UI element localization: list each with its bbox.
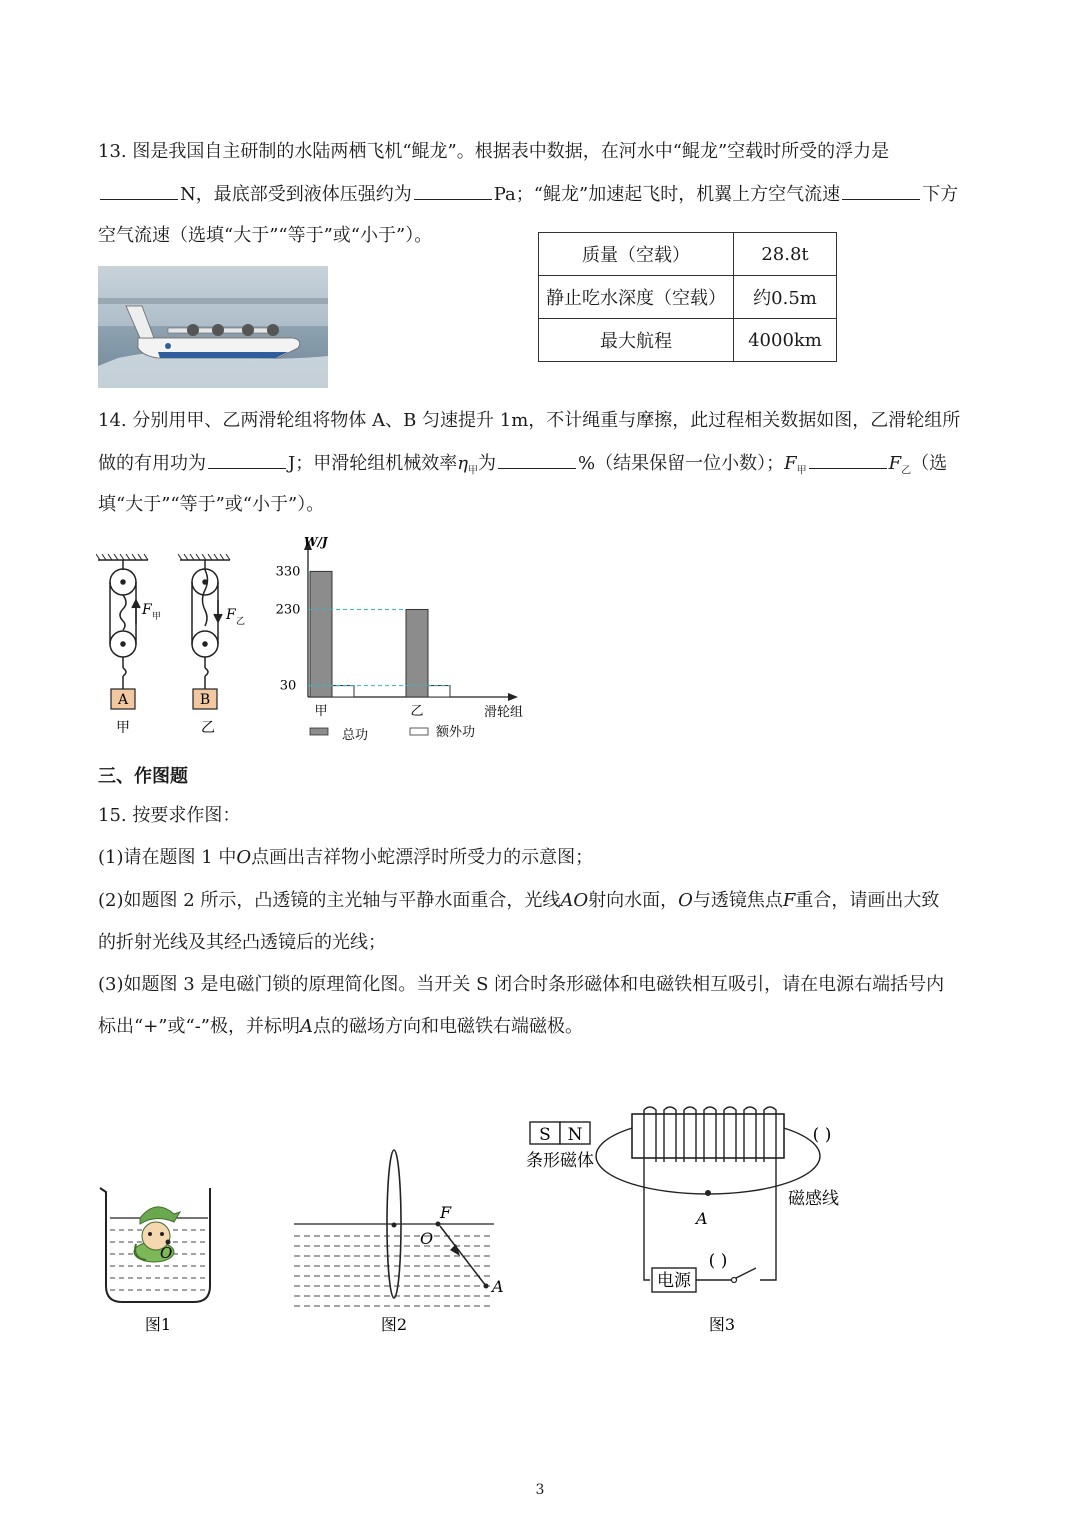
snake-mascot (134, 1207, 180, 1262)
figure-1-beaker (96, 1178, 226, 1338)
table-row (539, 319, 837, 362)
force-sub-yi: 乙 (236, 617, 246, 627)
power-bracket[interactable]: ( ) (708, 1251, 728, 1271)
q15-line6: 标出“+”或“-”极，并标明A点的磁场方向和电磁铁右端磁极。 (98, 1016, 583, 1037)
y-tick-label: 330 (275, 564, 301, 580)
figure-3-circuit (518, 1100, 878, 1340)
q13-line3: 空气流速（选填“大于”“等于”或“小于”）。 (98, 225, 433, 246)
point-f-label: F (440, 1203, 452, 1222)
q15-line2: (1)请在题图 1 中O点画出吉祥物小蛇漂浮时所受力的示意图； (98, 847, 594, 868)
table-cell: 28.8t (734, 233, 837, 276)
x-tick-label: 乙 (410, 704, 424, 719)
pulley-system-jia (96, 554, 148, 690)
figure-2-lens (290, 1148, 510, 1338)
force-label-yi: F (226, 607, 236, 623)
x-axis-arrow (508, 693, 518, 701)
table-row (539, 233, 837, 276)
page-number: 3 (535, 1482, 545, 1498)
figure-1-caption: 图1 (144, 1315, 172, 1334)
wire-left (644, 1162, 650, 1280)
wire-right (760, 1162, 776, 1280)
point-a (705, 1190, 711, 1196)
q14-line3: 填“大于”“等于”或“小于”）。 (98, 494, 325, 515)
x-tick-label: 甲 (314, 704, 328, 719)
q15-line4: 的折射光线及其经凸透镜后的光线； (98, 932, 386, 953)
point-a-label: A (696, 1209, 708, 1228)
magnet-n-label: N (567, 1125, 583, 1145)
power-label: 电源 (657, 1271, 691, 1291)
x-axis-label: 滑轮组 (484, 705, 524, 720)
magnet-s-label: S (539, 1125, 551, 1145)
legend-label-extra: 额外功 (436, 725, 476, 740)
q14-line2: 做的有用功为 J；甲滑轮组机械效率$\eta_甲$为 %（结果保留一位小数）；$F_甲$ $F_乙$（选 (98, 450, 947, 485)
y-tick-label: 230 (275, 602, 301, 618)
table-cell: 约0.5m (734, 276, 837, 319)
legend-swatch-extra (410, 728, 428, 735)
q13-line2: N，最底部受到液体压强约为 Pa；“鲲龙”加速起飞时，机翼上方空气流速 下方 (98, 181, 958, 208)
answer-blank[interactable] (208, 450, 286, 469)
point-a (484, 1284, 489, 1289)
q13-data-table (538, 232, 837, 362)
table-cell: 最大航程 (539, 319, 734, 362)
q15-line1: 15. 按要求作图： (98, 805, 241, 826)
table-row (539, 276, 837, 319)
caption-jia: 甲 (116, 720, 130, 736)
focal-point (436, 1222, 441, 1227)
field-line-label: 磁感线 (788, 1189, 839, 1209)
answer-blank[interactable] (498, 450, 576, 469)
q13-line1: 13. 图是我国自主研制的水陆两栖飞机“鲲龙”。根据表中数据，在河水中“鲲龙”空载时所受的浮力是 (98, 141, 890, 162)
seaplane-photo (98, 266, 328, 388)
table-cell: 静止吃水深度（空载） (539, 276, 734, 319)
figure-2-caption: 图2 (380, 1315, 408, 1334)
q15-line3: (2)如题图 2 所示，凸透镜的主光轴与平静水面重合，光线AO射向水面，O与透镜焦点F重合，请画出大致 (98, 890, 940, 911)
pulley-system-yi (178, 554, 230, 690)
pole-bracket[interactable]: ( ) (812, 1125, 832, 1145)
caption-yi: 乙 (201, 720, 215, 736)
bar-total-work (310, 571, 332, 697)
magnet-label: 条形磁体 (526, 1151, 594, 1171)
force-label-jia: F (142, 602, 152, 618)
point-a-label: A (492, 1277, 504, 1296)
answer-blank[interactable] (100, 181, 178, 200)
block-b-label: B (199, 692, 211, 708)
force-sub-jia: 甲 (152, 612, 162, 622)
answer-blank[interactable] (842, 181, 920, 200)
bar-extra-work (428, 686, 450, 697)
y-axis-label: W/J (304, 535, 328, 549)
point-o-label: O (160, 1244, 173, 1262)
table-cell: 质量（空载） (539, 233, 734, 276)
bar-total-work (406, 609, 428, 697)
figure-3-caption: 图3 (708, 1315, 736, 1334)
answer-blank[interactable] (414, 181, 492, 200)
q14-line1: 14. 分别用甲、乙两滑轮组将物体 A、B 匀速提升 1m，不计绳重与摩擦，此过程相关数据如图，乙滑轮组所 (98, 410, 961, 431)
section-heading: 三、作图题 (98, 766, 188, 787)
legend-swatch-total (310, 728, 328, 735)
block-a-label: A (117, 692, 129, 708)
work-bar-chart (262, 530, 542, 750)
legend-label-total: 总功 (342, 728, 369, 743)
table-cell: 4000km (734, 319, 837, 362)
answer-blank[interactable] (809, 450, 887, 469)
pulley-diagrams (96, 552, 256, 742)
electromagnet-core (632, 1114, 784, 1158)
bar-extra-work (332, 686, 354, 697)
point-o-label: O (420, 1229, 434, 1248)
q15-line5: (3)如题图 3 是电磁门锁的原理简化图。当开关 S 闭合时条形磁体和电磁铁相互吸引，请在电源右端括号内 (98, 974, 945, 995)
lens-center (392, 1223, 397, 1228)
y-tick-label: 30 (279, 678, 297, 694)
chart-marks (276, 564, 450, 719)
